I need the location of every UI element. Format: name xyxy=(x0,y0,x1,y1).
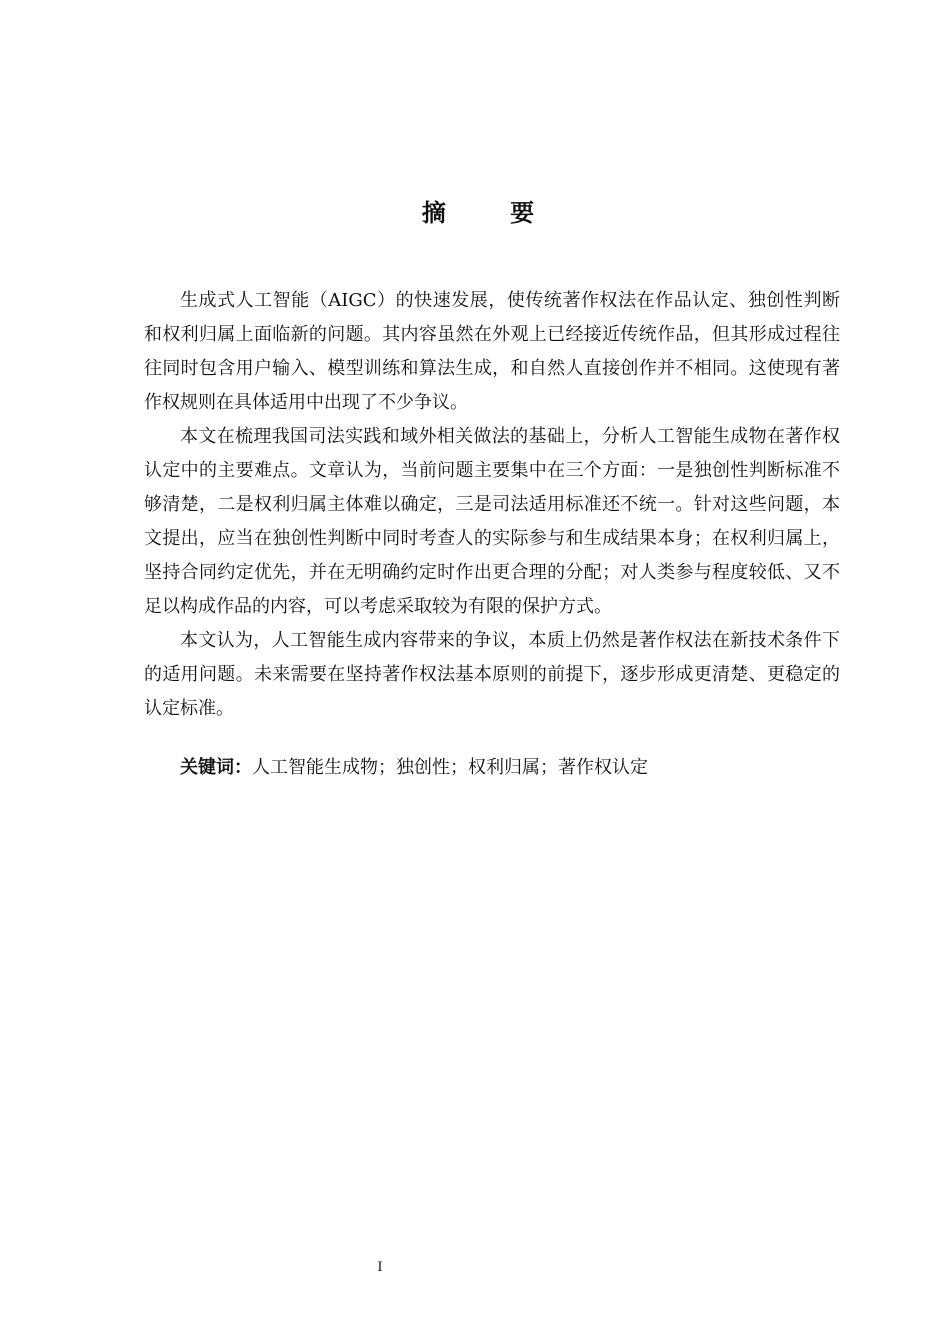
page-number: I xyxy=(377,1260,383,1275)
keywords-line xyxy=(180,751,840,785)
keywords-text: 人工智能生成物；独创性；权利归属；著作权认定 xyxy=(252,757,648,778)
abstract-paragraph-3: 本文认为，人工智能生成内容带来的争议，本质上仍然是著作权法在新技术条件下的适用问题。未来需要在坚持著作权法基本原则的前提下，逐步形成更清楚、更稳定的认定标准。 xyxy=(144,630,840,719)
abstract-title: 摘 要 xyxy=(421,199,563,227)
abstract-paragraph-1: 生成式人工智能（AIGC）的快速发展，使传统著作权法在作品认定、独创性判断和权利归属上面临新的问题。其内容虽然在外观上已经接近传统作品，但其形成过程往往同时包含用户输入、模型训练和算法生成，和自然人直接创作并不相同。这使现有著作权规则在具体适用中出现了不少争议。 xyxy=(144,290,840,413)
abstract-body xyxy=(144,284,840,726)
abstract-paragraph-2: 本文在梳理我国司法实践和域外相关做法的基础上，分析人工智能生成物在著作权认定中的主要难点。文章认为，当前问题主要集中在三个方面：一是独创性判断标准不够清楚，二是权利归属主体难以确定，三是司法适用标准还不统一。针对这些问题，本文提出，应当在独创性判断中同时考查人的实际参与和生成结果本身；在权利归属上，坚持合同约定优先，并在无明确约定时作出更合理的分配；对人类参与程度较低、又不足以构成作品的内容，可以考虑采取较为有限的保护方式。 xyxy=(144,426,840,617)
keywords-label: 关键词： xyxy=(180,757,252,778)
